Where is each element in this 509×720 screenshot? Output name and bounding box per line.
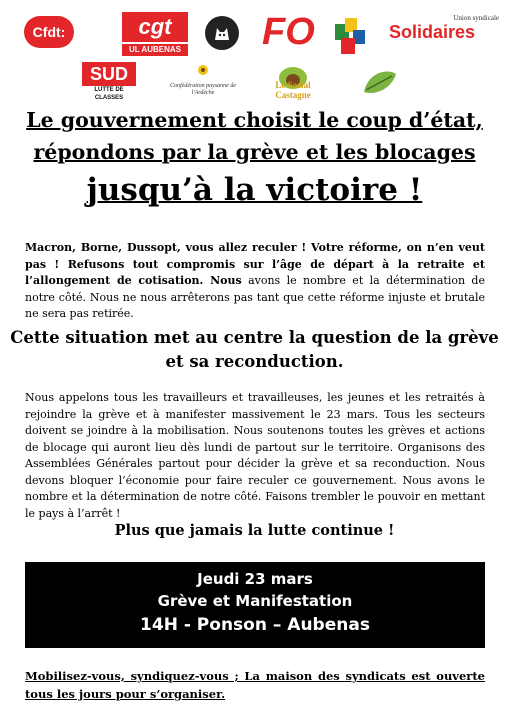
fo-logo: FO [262,11,315,53]
intro-rest-text: avons le nombre et la détermination de notre côté. Nous ne nous arrêterons pas tant que cette réforme injuste et brutale ne sera pas retirée. [25,274,485,320]
section-heading [0,326,509,374]
intro-bold-text: Macron, Borne, Dussopt, vous allez reculer ! Votre réforme, on n’en veut pas ! Refusons tout compromis sur l’âge de départ à la retraite et l’allongement de cotisation. Nous [25,241,485,287]
sunflower-icon [170,63,236,77]
slogan-heading: Plus que jamais la lutte continue ! [114,522,395,539]
social-castagne-logo [262,62,324,104]
confederation-paysanne-logo [170,62,236,104]
event-banner [25,562,485,648]
cgt-logo [122,12,188,56]
social-castagne-text: Le Social Castagne [275,80,311,100]
unsa-emblem-icon [333,14,369,58]
title-line-2 [0,140,509,164]
solidaires-small-text: Union syndicale [453,14,499,22]
section-heading-line-1: Cette situation met au centre la question de la grève [10,328,499,347]
unsa-logo [333,14,369,58]
cgt-logo-sub: UL AUBENAS [122,44,188,56]
cnt-cat-logo [205,16,239,50]
sud-logo-word: SUD [82,62,136,86]
event-date: Jeudi 23 mars [197,570,313,588]
title-line-1-text: Le gouvernement choisit le coup d’état, [26,108,483,132]
sud-logo [82,62,136,104]
event-type: Grève et Manifestation [157,592,353,610]
body-paragraph: Nous appelons tous les travailleurs et travailleuses, les jeunes et les retraités à rejoindre la grève et à manifester massivement le 23 mars. Tous les secteurs doivent se joindre à la mobilisation. Nous soutenons toutes les grèves et actions de blocage qui auront lieu dès lundi de partout sur le territoire. Organisons des Assemblées Générales partout pour décider la grève et sa reconduction. Nous devons bloquer l’économie pour faire reculer ce gouvernement. Nous avons le nombre et la détermination de notre côté. Faisons trembler le pouvoir en mettant le pays à l’arrêt ! [25,391,485,520]
cfdt-logo: Cfdt: [24,16,74,48]
section-heading-line-2: et sa reconduction. [165,352,344,371]
cat-icon [205,16,239,50]
footer-call-to-action: Mobilisez-vous, syndiquez-vous ; La maison des syndicats est ouverte tous les jours pour s’organiser. [25,669,485,701]
sud-logo-sub: LUTTE DE CLASSES [94,87,124,101]
title-line-3-text: jusqu’à la victoire ! [86,172,423,208]
cgt-logo-word: cgt [122,12,188,42]
intro-paragraph [25,240,485,323]
title-line-2-text: répondons par la grève et les blocages [33,140,476,164]
leaf-icon [356,62,404,102]
title-line-1 [0,108,509,132]
green-leaf-logo [356,62,404,102]
solidaires-word: Solidaires [389,22,476,42]
logo-banner [0,0,509,108]
event-time-place: 14H - Ponson – Aubenas [140,615,370,635]
title-line-3 [0,172,509,208]
confederation-paysanne-text: Confédération paysanne de l'Ardèche [170,83,236,96]
solidaires-logo [389,14,499,58]
